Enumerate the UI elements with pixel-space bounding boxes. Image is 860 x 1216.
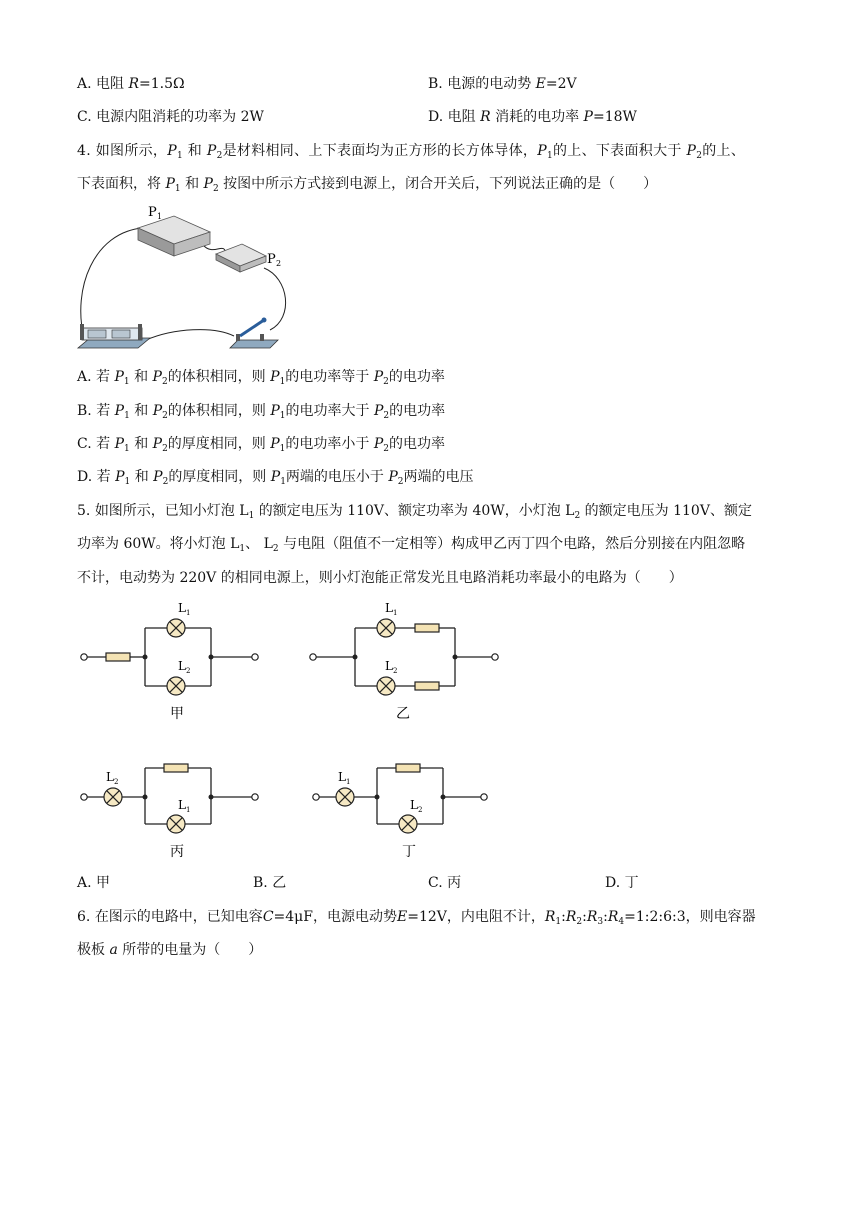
subscript: 2 — [574, 511, 581, 521]
variable: R — [480, 109, 491, 125]
variable: P — [373, 403, 384, 419]
stem-text: : — [561, 909, 566, 925]
q4-stem-line2 — [77, 175, 657, 193]
lamp-l1 — [167, 619, 185, 637]
subscript: 1 — [124, 444, 130, 454]
subscript: 1 — [279, 444, 286, 454]
option-text: =2V — [545, 76, 577, 92]
option-text: 电源内阻消耗的功率为 — [96, 109, 237, 125]
lamp-subscript: 2 — [114, 778, 119, 786]
stem-text: 所带的电量为（ ） — [122, 942, 263, 958]
variable: R — [586, 909, 598, 925]
stem-text: ，小灯泡 — [504, 503, 561, 519]
q4-option-c[interactable] — [77, 435, 445, 453]
lamp-symbol: L — [565, 503, 575, 519]
option-text: 和 — [134, 369, 149, 385]
p1-subscript: 1 — [157, 212, 163, 221]
stem-text: 不计，电动势为 — [77, 570, 175, 586]
stem-value: 220V — [179, 570, 217, 586]
option-letter: C. — [77, 109, 92, 125]
variable: P — [152, 403, 163, 419]
option-text: 的体积相同，则 — [167, 369, 266, 385]
lamp-subscript: 1 — [393, 609, 398, 617]
subscript: 2 — [162, 444, 168, 454]
variable: C — [262, 909, 274, 925]
variable: P — [583, 109, 593, 125]
option-letter: A. — [77, 369, 92, 385]
variable: P — [152, 369, 162, 385]
subscript: 1 — [279, 411, 286, 421]
stem-value: 110V — [347, 503, 385, 519]
stem-text: 的相同电源上，则小灯泡能正常发光且电路消耗功率最小的电路为（ ） — [220, 570, 683, 586]
subscript: 2 — [696, 151, 703, 161]
option-text: 的电功率 — [388, 369, 445, 385]
variable: P — [373, 369, 384, 385]
lamp-label: L — [385, 659, 393, 673]
option-text: 的厚度相同，则 — [167, 436, 266, 452]
subscript: 1 — [124, 411, 130, 421]
wire — [81, 228, 142, 338]
variable: R — [607, 909, 619, 925]
option-letter: B. — [428, 76, 443, 92]
variable: P — [206, 143, 217, 159]
subscript: 1 — [555, 917, 562, 927]
lamp-l2 — [104, 788, 122, 806]
q5-stem-line1 — [77, 502, 752, 520]
lamp-subscript: 1 — [186, 806, 191, 814]
option-text: 丙 — [447, 875, 462, 891]
option-text: 电阻 — [96, 76, 125, 92]
variable: P — [270, 403, 280, 419]
lamp-l1 — [167, 815, 185, 833]
subscript: 2 — [161, 377, 168, 387]
wire — [264, 268, 286, 330]
lamp-l2 — [399, 815, 417, 833]
stem-text: 是材料相同、上下表面均为正方形的长方体导体， — [222, 143, 538, 159]
option-text: 电源的电动势 — [447, 76, 532, 92]
terminal — [310, 654, 316, 660]
stem-value: 110V — [673, 503, 710, 519]
lamp-label: L — [338, 770, 346, 784]
option-text: 若 — [96, 369, 111, 385]
junction — [441, 795, 446, 800]
q5-option-a[interactable] — [77, 874, 110, 892]
subscript: 1 — [123, 377, 130, 387]
lamp-symbol: L — [239, 503, 249, 519]
stem-text: 按图中所示方式接到电源上，闭合开关后，下列说法正确的是（ ） — [223, 176, 658, 192]
q4-stem-line1 — [77, 142, 745, 160]
lamp-l1 — [336, 788, 354, 806]
stem-text: 。将小灯泡 — [155, 536, 226, 552]
lamp-symbol: L — [263, 536, 273, 552]
junction — [209, 655, 214, 660]
junction — [143, 795, 148, 800]
resistor — [415, 682, 439, 690]
terminal — [252, 654, 258, 660]
option-letter: C. — [428, 875, 443, 891]
question-number: 6. — [77, 909, 91, 925]
subscript: 1 — [176, 151, 183, 161]
resistor — [106, 653, 130, 661]
option-text: 和 — [134, 403, 149, 419]
q5-stem-line2 — [77, 535, 745, 553]
variable: P — [167, 143, 177, 159]
option-text: 的电功率大于 — [285, 403, 370, 419]
option-text: =1.5Ω — [139, 76, 185, 92]
stem-text: 和 — [187, 143, 203, 159]
q5-option-b[interactable] — [253, 874, 286, 892]
option-letter: B. — [253, 875, 268, 891]
terminal — [481, 794, 487, 800]
lamp-l2 — [377, 677, 395, 695]
option-text: 的体积相同，则 — [167, 403, 266, 419]
option-text: 的电功率等于 — [285, 369, 370, 385]
junction — [453, 655, 458, 660]
terminal — [81, 794, 87, 800]
variable: P — [270, 469, 281, 485]
lamp-subscript: 1 — [346, 778, 351, 786]
q6-stem-line2 — [77, 941, 262, 959]
option-text: 电阻 — [447, 109, 476, 125]
option-letter: D. — [428, 109, 444, 125]
stem-text: 的上、下表面积大于 — [552, 143, 682, 159]
stem-text: 、 — [245, 536, 260, 552]
stem-text: =4μF，电源电动势 — [273, 909, 397, 925]
junction — [209, 795, 214, 800]
variable: P — [270, 369, 280, 385]
variable: P — [203, 176, 213, 192]
p2-label: P — [267, 252, 276, 267]
subscript: 1 — [280, 477, 286, 487]
subscript: 4 — [618, 917, 625, 927]
option-letter: C. — [77, 436, 92, 452]
subscript: 2 — [383, 444, 390, 454]
stem-value: 40W — [472, 503, 505, 519]
stem-text: : — [582, 909, 587, 925]
option-text: 的电功率 — [389, 436, 446, 452]
lamp-label: L — [410, 798, 418, 812]
lamp-subscript: 1 — [186, 609, 191, 617]
variable: R — [128, 76, 140, 92]
stem-text: 在图示的电路中，已知电容 — [94, 909, 263, 925]
subscript: 1 — [248, 511, 255, 521]
option-letter: D. — [605, 875, 621, 891]
subscript: 1 — [279, 377, 286, 387]
q5-option-c[interactable] — [428, 874, 461, 892]
lamp-symbol: L — [230, 536, 240, 552]
subscript: 3 — [597, 917, 604, 927]
q5-stem-line3 — [77, 569, 683, 587]
stem-text: 、额定 — [709, 503, 752, 519]
plate-p1 — [138, 216, 210, 256]
circuit-caption: 乙 — [396, 706, 410, 722]
option-text: 和 — [134, 469, 149, 485]
circuit-caption: 甲 — [170, 706, 184, 722]
lamp-label: L — [178, 601, 186, 615]
battery-holder — [78, 324, 150, 348]
option-letter: B. — [77, 403, 92, 419]
switch — [230, 318, 278, 349]
q3-option-b[interactable] — [428, 75, 577, 93]
option-text: 甲 — [96, 875, 111, 891]
option-text: 若 — [96, 469, 111, 485]
terminal — [313, 794, 319, 800]
junction — [143, 655, 148, 660]
subscript: 2 — [162, 411, 168, 421]
option-letter: A. — [77, 875, 92, 891]
variable: P — [153, 469, 163, 485]
lamp-label: L — [385, 601, 393, 615]
terminal — [81, 654, 87, 660]
stem-text: 极板 — [77, 942, 105, 958]
resistor — [164, 764, 188, 772]
p2-subscript: 2 — [276, 259, 282, 268]
q5-circuits-figure — [70, 596, 510, 866]
terminal — [492, 654, 498, 660]
junction — [375, 795, 380, 800]
q5-option-d[interactable] — [605, 874, 639, 892]
q6-stem-line1 — [77, 908, 756, 926]
option-text: 若 — [96, 403, 111, 419]
variable: R — [544, 909, 556, 925]
subscript: 2 — [162, 477, 169, 487]
subscript: 2 — [576, 917, 583, 927]
stem-text: 的上、 — [702, 143, 746, 159]
stem-text: 如图所示， — [95, 143, 168, 159]
variable: P — [114, 369, 124, 385]
variable: P — [114, 403, 125, 419]
p1-label: P — [148, 205, 157, 220]
lamp-label: L — [106, 770, 114, 784]
resistor — [415, 624, 439, 632]
stem-text: 功率为 — [77, 536, 119, 552]
q3-option-a[interactable] — [77, 75, 185, 93]
lamp-subscript: 2 — [186, 667, 191, 675]
stem-text: =12V，内电阻不计， — [407, 909, 545, 925]
subscript: 1 — [124, 477, 131, 487]
variable: P — [686, 143, 697, 159]
option-text: =18W — [592, 109, 637, 125]
junction — [353, 655, 358, 660]
stem-text: : — [603, 909, 608, 925]
option-text: 的厚度相同，则 — [168, 469, 267, 485]
stem-text: 、额定功率为 — [384, 503, 469, 519]
variable: P — [152, 436, 163, 452]
option-text: 和 — [134, 436, 149, 452]
variable: P — [165, 176, 175, 192]
lamp-label: L — [178, 798, 186, 812]
subscript: 2 — [383, 411, 390, 421]
option-text: 的电功率 — [389, 403, 446, 419]
resistor — [396, 764, 420, 772]
subscript: 2 — [397, 477, 404, 487]
terminal — [252, 794, 258, 800]
q3-option-c[interactable] — [77, 108, 264, 126]
option-text: 乙 — [272, 875, 287, 891]
q3-option-d[interactable] — [428, 108, 637, 126]
variable: P — [115, 469, 125, 485]
stem-text: 和 — [185, 176, 200, 192]
q4-circuit-figure — [74, 198, 304, 358]
variable: P — [114, 436, 124, 452]
option-text: 丁 — [624, 875, 639, 891]
subscript: 2 — [216, 151, 223, 161]
lamp-l2 — [167, 677, 185, 695]
lamp-subscript: 2 — [418, 806, 423, 814]
lamp-label: L — [178, 659, 186, 673]
subscript: 2 — [212, 184, 219, 194]
subscript: 2 — [272, 544, 279, 554]
variable: P — [388, 469, 398, 485]
question-number: 5. — [77, 503, 91, 519]
wire — [146, 330, 234, 340]
lamp-l1 — [377, 619, 395, 637]
option-text: 消耗的电功率 — [495, 109, 580, 125]
variable: E — [535, 76, 546, 92]
variable: P — [373, 436, 384, 452]
q4-option-a[interactable] — [77, 368, 445, 386]
variable: P — [537, 143, 547, 159]
option-text: 若 — [96, 436, 111, 452]
subscript: 1 — [546, 151, 553, 161]
q4-option-b[interactable] — [77, 402, 445, 420]
option-text: 的电功率小于 — [285, 436, 370, 452]
stem-text: =1:2:6:3，则电容器 — [624, 909, 756, 925]
circuit-yi — [316, 628, 492, 686]
stem-text: 与电阻（阻值不一定相等）构成甲乙丙丁四个电路，然后分别接在内阻忽略 — [283, 536, 746, 552]
option-text: 两端的电压 — [403, 469, 474, 485]
subscript: 1 — [174, 184, 181, 194]
question-number: 4. — [77, 143, 91, 159]
variable: R — [565, 909, 577, 925]
option-letter: D. — [77, 469, 93, 485]
subscript: 2 — [383, 377, 389, 387]
stem-text: 的额定电压为 — [584, 503, 669, 519]
stem-value: 60W — [123, 536, 156, 552]
stem-text: 如图所示，已知小灯泡 — [94, 503, 235, 519]
circuit-caption: 丁 — [402, 844, 416, 860]
circuit-caption: 丙 — [170, 844, 184, 860]
q4-option-d[interactable] — [77, 468, 474, 486]
variable: E — [396, 909, 408, 925]
stem-text: 下表面积，将 — [77, 176, 161, 192]
lamp-subscript: 2 — [393, 667, 398, 675]
subscript: 1 — [239, 544, 246, 554]
variable: P — [270, 436, 280, 452]
option-text: 两端的电压小于 — [285, 469, 384, 485]
stem-text: 的额定电压为 — [258, 503, 343, 519]
option-letter: A. — [77, 76, 92, 92]
option-text: 2W — [240, 109, 264, 125]
variable: a — [109, 942, 118, 958]
